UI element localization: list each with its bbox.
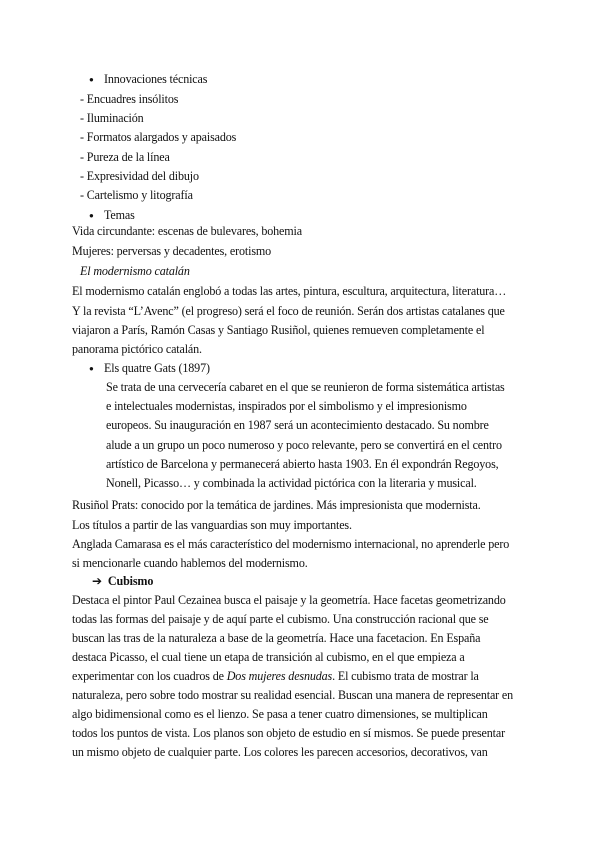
paragraph-line: e intelectuales modernistas, inspirados por el simbolismo y el impresionismo — [106, 399, 467, 413]
list-item: - Encuadres insólitos — [80, 92, 179, 106]
list-item: - Cartelismo y litografía — [80, 188, 193, 202]
paragraph-line: artístico de Barcelona y permanecerá abierto hasta 1903. En él expondrán Regoyos, — [106, 457, 499, 471]
bullet-icon — [89, 359, 104, 379]
arrow-right-icon: ➔ — [92, 574, 102, 588]
bullet-icon — [89, 70, 104, 90]
paragraph-line: Rusiñol Prats: conocido por la temática de jardines. Más impresionista que modernista. — [72, 498, 481, 512]
list-item: - Expresividad del dibujo — [80, 169, 199, 183]
paragraph-line: buscan las tras de la naturaleza a base de la geometría. Hace una facetacion. En España — [72, 631, 481, 645]
paragraph-line: algo bidimensional como es el lienzo. Se pasa a tener cuatro dimensiones, se multiplican — [72, 707, 488, 721]
paragraph-line: un mismo objeto de cualquier parte. Los colores les parecen accesorios, decorativos, van — [72, 745, 488, 759]
paragraph-line: experimentar con los cuadros de Dos mujeres desnudas. El cubismo trata de mostrar la — [72, 669, 479, 683]
list-item: - Iluminación — [80, 111, 144, 125]
paragraph-line: si mencionarle cuando hablemos del modernismo. — [72, 556, 308, 570]
paragraph-line: Y la revista “L’Avenc” (el progreso) será el foco de reunión. Serán dos artistas catalanes que — [72, 304, 505, 318]
artwork-title: Dos mujeres desnudas — [226, 669, 333, 683]
section-heading-modernismo-catalan: El modernismo catalán — [80, 264, 190, 278]
paragraph-line: naturaleza, pero sobre todo mostrar su realidad esencial. Buscan una manera de representar en — [72, 688, 514, 702]
paragraph-line: Vida circundante: escenas de bulevares, bohemia — [72, 224, 302, 238]
paragraph-line: Los títulos a partir de las vanguardias son muy importantes. — [72, 518, 352, 532]
paragraph-line: todas las formas del paisaje y de aquí parte el cubismo. Una construcción racional que se — [72, 612, 489, 626]
paragraph-line: viajaron a París, Ramón Casas y Santiago Rusiñol, quienes remueven completamente el — [72, 323, 485, 337]
paragraph-line: panorama pictórico catalán. — [72, 342, 202, 356]
paragraph-line: destaca Picasso, el cual tiene un etapa de transición al cubismo, en el que empieza a — [72, 650, 465, 664]
paragraph-line: El modernismo catalán englobó a todas las artes, pintura, escultura, arquitectura, literatura… — [72, 284, 507, 298]
bullet-els-quatre-gats: ●Els quatre Gats (1897) — [89, 359, 210, 379]
list-item: - Pureza de la línea — [80, 150, 170, 164]
bullet-temas: ●Temas — [89, 206, 135, 226]
paragraph-line: Nonell, Picasso… y combinada la actividad pictórica con la literaria y musical. — [106, 476, 477, 490]
bullet-innovaciones: ●Innovaciones técnicas — [89, 70, 207, 90]
paragraph-line: Se trata de una cervecería cabaret en el que se reunieron de forma sistemática artistas — [106, 380, 505, 394]
list-item: - Formatos alargados y apaisados — [80, 130, 237, 144]
paragraph-line: Anglada Camarasa es el más característico del modernismo internacional, no aprenderle pero — [72, 537, 510, 551]
section-heading-cubismo: ➔ Cubismo — [92, 574, 154, 588]
paragraph-line: europeos. Su inauguración en 1987 será un acontecimiento destacado. Su nombre — [106, 418, 489, 432]
paragraph-line: alude a un grupo un poco numeroso y poco relevante, pero se convertirá en el centro — [106, 438, 502, 452]
paragraph-line: Mujeres: perversas y decadentes, erotismo — [72, 244, 272, 258]
paragraph-line: todos los puntos de vista. Los planos son objeto de estudio en sí mismos. Se puede presentar — [72, 726, 505, 740]
paragraph-line: Destaca el pintor Paul Cezainea busca el paisaje y la geometría. Hace facetas geometrizando — [72, 593, 506, 607]
